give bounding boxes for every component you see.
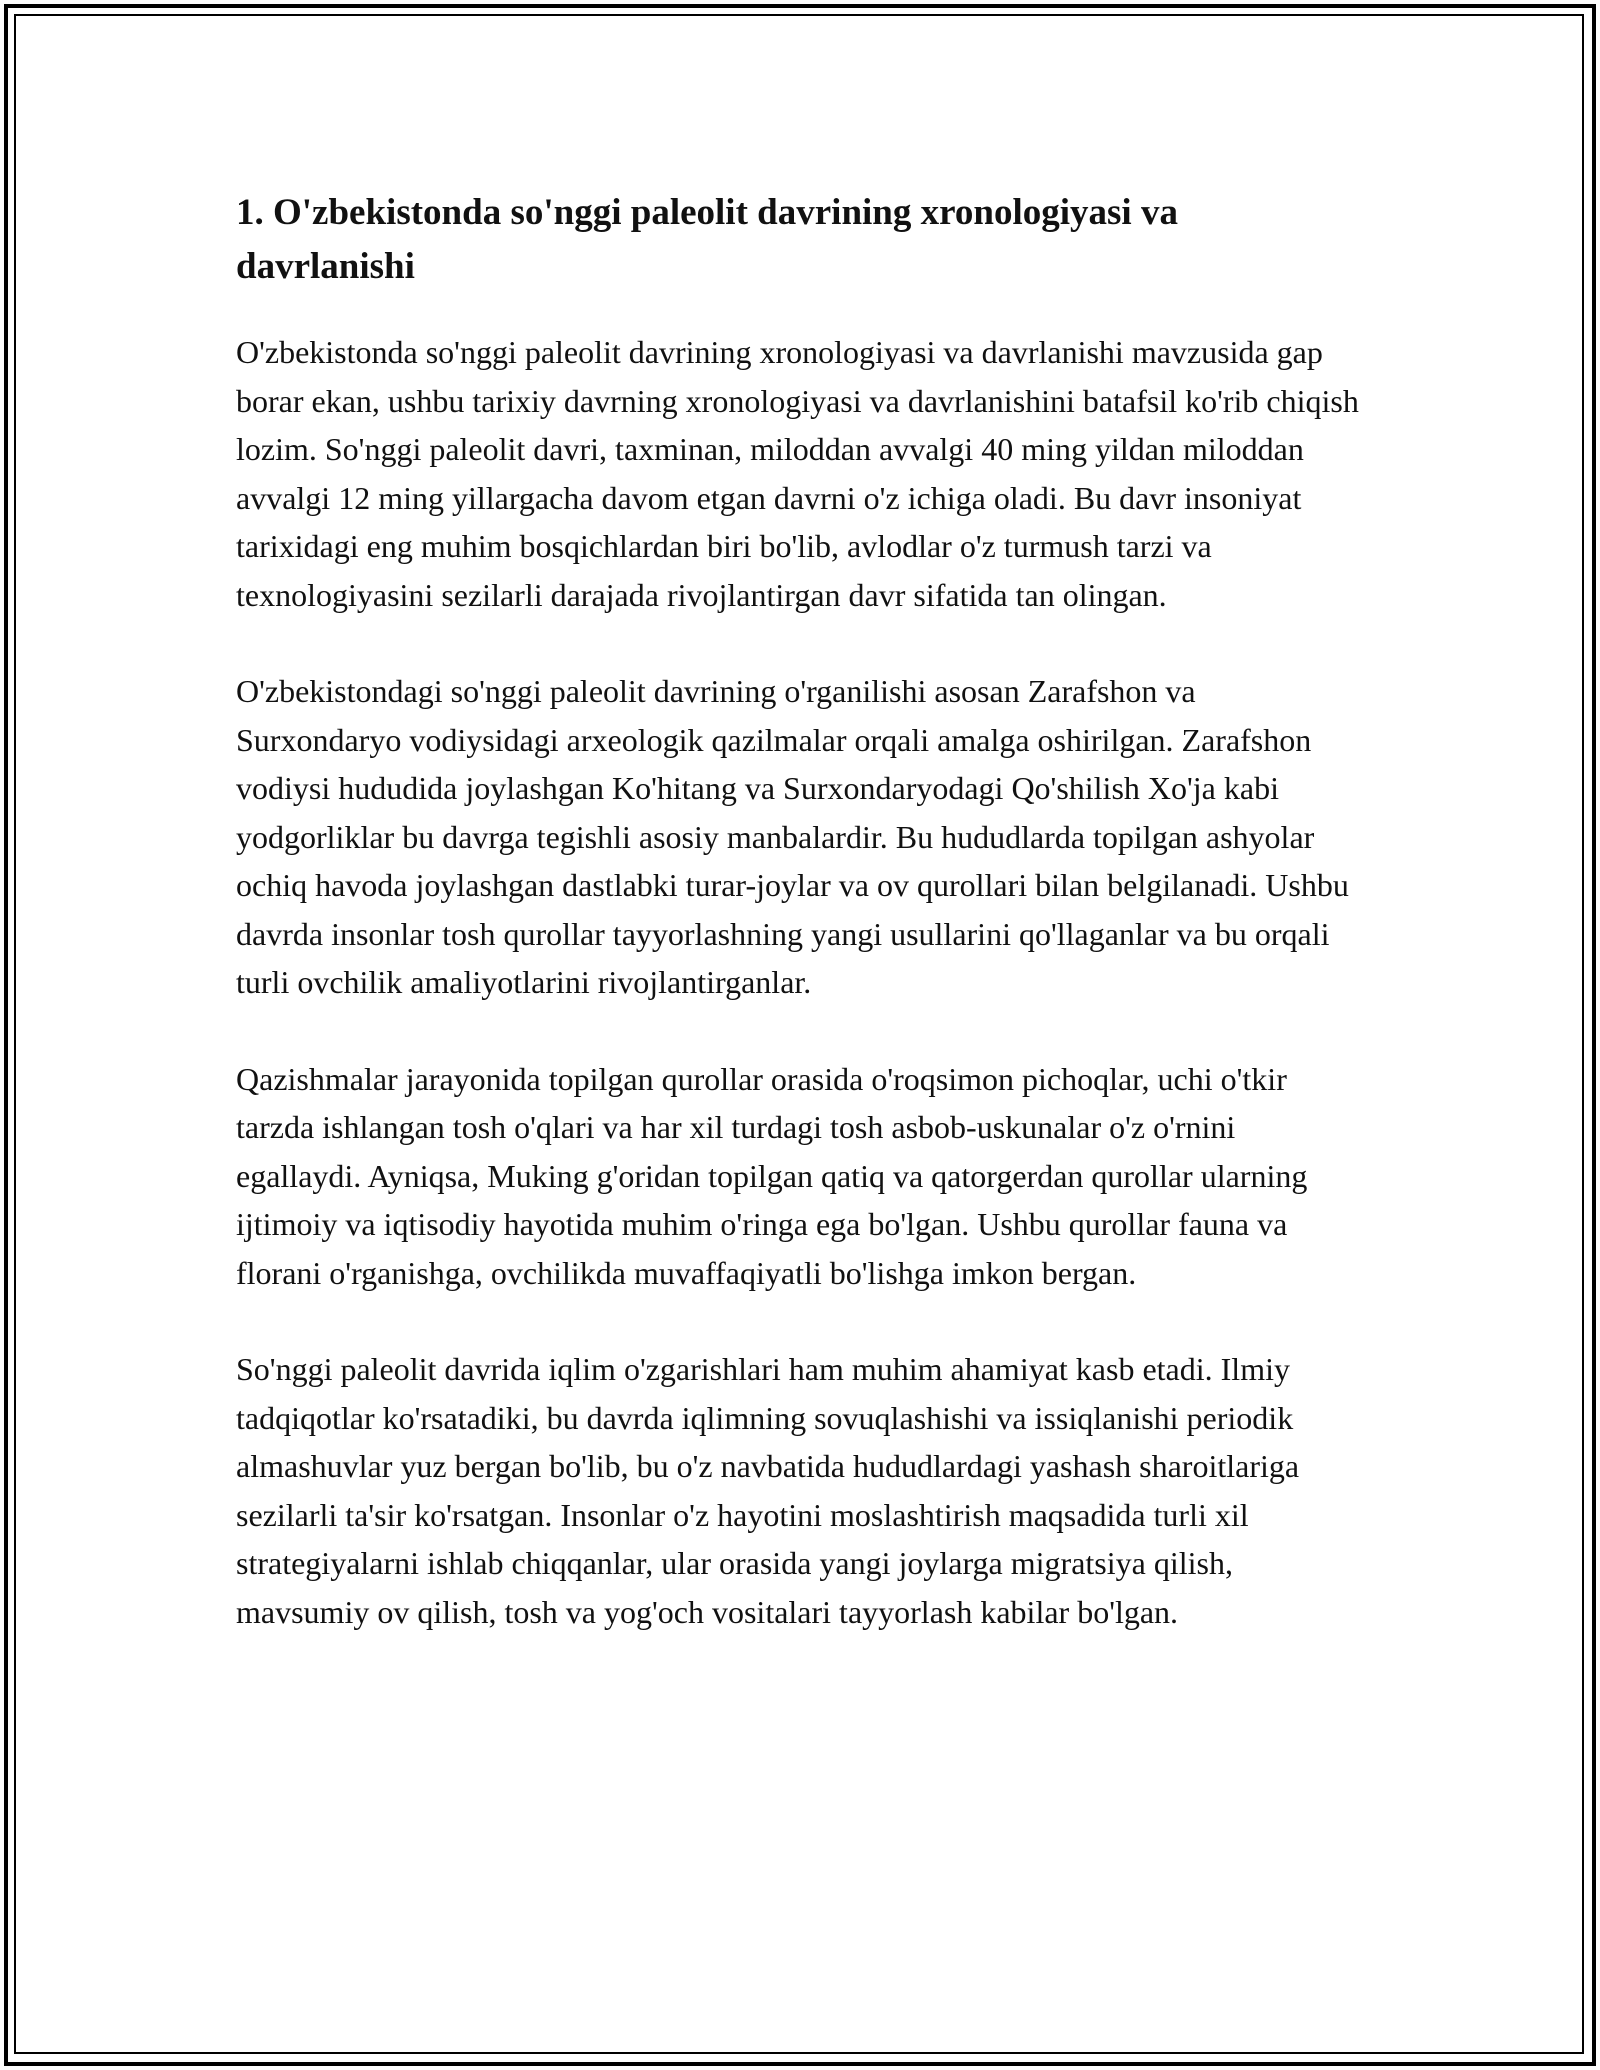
paragraph-4: So'nggi paleolit davrida iqlim o'zgarishlari ham muhim ahamiyat kasb etadi. Ilmiy tadqiqotlar ko'rsatadiki, bu davrda iqlimning sovuqlashishi va issiqlanishi periodik almashuvlar yuz bergan bo'lib, bu o'z navbatida hududlardagi yashash sharoitlariga sezilarli ta'sir ko'rsatgan. Insonlar o'z hayotini moslashtirish maqsadida turli xil strategiyalarni ishlab chiqqanlar, ular orasida yangi joylarga migratsiya qilish, mavsumiy ov qilish, tosh va yog'och vositalari tayyorlash kabilar bo'lgan.: [236, 1351, 1300, 1630]
paragraph-2: O'zbekistondagi so'nggi paleolit davrining o'rganilishi asosan Zarafshon va Surxondaryo vodiysidagi arxeologik qazilmalar orqali amalga oshirilgan. Zarafshon vodiysi hududida joylashgan Ko'hitang va Surxondaryodagi Qo'shilish Xo'ja kabi yodgorliklar bu davrga tegishli asosiy manbalardir. Bu hududlarda topilgan ashyolar ochiq havoda joylashgan dastlabki turar-joylar va ov qurollari bilan belgilanadi. Ushbu davrda insonlar tosh qurollar tayyorlashning yangi usullarini qo'llaganlar va bu orqali turli ovchilik amaliyotlarini rivojlantirganlar.: [236, 673, 1349, 1000]
paragraph-3: Qazishmalar jarayonida topilgan qurollar orasida o'roqsimon pichoqlar, uchi o'tkir tarzda ishlangan tosh o'qlari va har xil turdagi tosh asbob-uskunalar o'z o'rnini egallaydi. Ayniqsa, Muking g'oridan topilgan qatiq va qatorgerdan qurollar ularning ijtimoiy va iqtisodiy hayotida muhim o'ringa ega bo'lgan. Ushbu qurollar fauna va florani o'rganishga, ovchilikda muvaffaqiyatli bo'lishga imkon bergan.: [236, 1060, 1308, 1291]
document-body: [236, 186, 1366, 1684]
section-heading: 1. O'zbekistonda so'nggi paleolit davrining xronologiyasi va davrlanishi: [236, 192, 1178, 287]
paragraph-1: O'zbekistonda so'nggi paleolit davrining xronologiyasi va davrlanishi mavzusida gap borar ekan, ushbu tarixiy davrning xronologiyasi va davrlanishini batafsil ko'rib chiqish lozim. So'nggi paleolit davri, taxminan, miloddan avvalgi 40 ming yildan miloddan avvalgi 12 ming yillargacha davom etgan davrni o'z ichiga oladi. Bu davr insoniyat tarixidagi eng muhim bosqichlardan biri bo'lib, avlodlar o'z turmush tarzi va texnologiyasini sezilarli darajada rivojlantirgan davr sifatida tan olingan.: [236, 334, 1359, 613]
